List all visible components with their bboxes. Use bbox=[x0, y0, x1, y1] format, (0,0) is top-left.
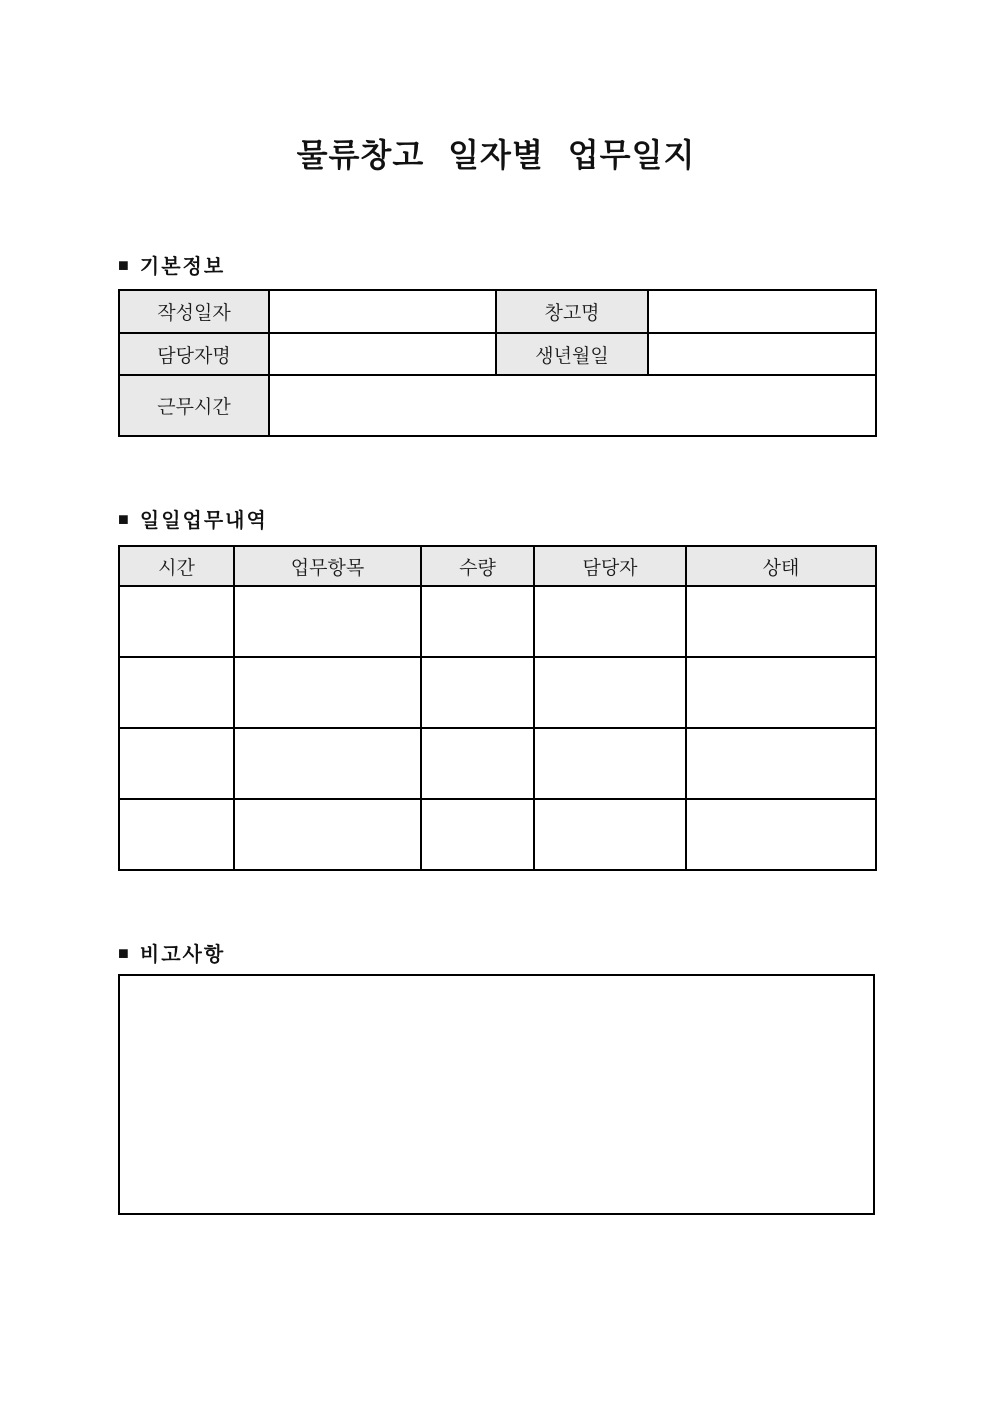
basic-info-value-birth-date[interactable] bbox=[648, 333, 876, 375]
basic-info-value-write-date[interactable] bbox=[269, 290, 496, 333]
section-bullet-icon: ■ bbox=[118, 508, 129, 529]
section-heading-label: 비고사항 bbox=[139, 944, 226, 966]
task-cell-task-item[interactable] bbox=[234, 799, 421, 870]
task-cell-status[interactable] bbox=[686, 728, 876, 799]
task-cell-person[interactable] bbox=[534, 799, 686, 870]
basic-info-label-work-hours: 근무시간 bbox=[119, 375, 269, 436]
task-cell-quantity[interactable] bbox=[421, 586, 534, 657]
section-bullet-icon: ■ bbox=[118, 942, 129, 963]
basic-info-label-birth-date: 생년월일 bbox=[496, 333, 648, 375]
table-row bbox=[119, 290, 876, 333]
task-cell-task-item[interactable] bbox=[234, 657, 421, 728]
basic-info-value-manager-name[interactable] bbox=[269, 333, 496, 375]
task-cell-quantity[interactable] bbox=[421, 799, 534, 870]
table-row bbox=[119, 799, 876, 870]
section-bullet-icon: ■ bbox=[118, 254, 129, 275]
basic-info-label-write-date: 작성일자 bbox=[119, 290, 269, 333]
section-heading-daily-tasks bbox=[118, 504, 268, 533]
task-cell-quantity[interactable] bbox=[421, 657, 534, 728]
task-cell-time[interactable] bbox=[119, 586, 234, 657]
task-cell-task-item[interactable] bbox=[234, 586, 421, 657]
task-cell-status[interactable] bbox=[686, 799, 876, 870]
table-row bbox=[119, 586, 876, 657]
section-heading-label: 일일업무내역 bbox=[139, 510, 268, 532]
task-cell-person[interactable] bbox=[534, 657, 686, 728]
column-header-quantity: 수량 bbox=[421, 546, 534, 586]
table-row bbox=[119, 375, 876, 436]
daily-tasks-table bbox=[118, 545, 877, 871]
column-header-task-item: 업무항목 bbox=[234, 546, 421, 586]
section-heading-label: 기본정보 bbox=[139, 256, 226, 278]
basic-info-value-work-hours[interactable] bbox=[269, 375, 876, 436]
basic-info-label-warehouse-name: 창고명 bbox=[496, 290, 648, 333]
task-cell-task-item[interactable] bbox=[234, 728, 421, 799]
task-cell-time[interactable] bbox=[119, 799, 234, 870]
task-cell-person[interactable] bbox=[534, 728, 686, 799]
remarks-box[interactable] bbox=[118, 974, 875, 1215]
section-heading-remarks bbox=[118, 938, 225, 967]
task-cell-person[interactable] bbox=[534, 586, 686, 657]
task-cell-status[interactable] bbox=[686, 586, 876, 657]
task-cell-status[interactable] bbox=[686, 657, 876, 728]
table-row bbox=[119, 333, 876, 375]
column-header-time: 시간 bbox=[119, 546, 234, 586]
basic-info-value-warehouse-name[interactable] bbox=[648, 290, 876, 333]
basic-info-label-manager-name: 담당자명 bbox=[119, 333, 269, 375]
table-row bbox=[119, 657, 876, 728]
column-header-status: 상태 bbox=[686, 546, 876, 586]
task-cell-time[interactable] bbox=[119, 657, 234, 728]
table-row bbox=[119, 728, 876, 799]
page-title: 물류창고 일자별 업무일지 bbox=[296, 137, 696, 173]
section-heading-basic-info bbox=[118, 250, 225, 279]
table-header-row bbox=[119, 546, 876, 586]
task-cell-quantity[interactable] bbox=[421, 728, 534, 799]
task-cell-time[interactable] bbox=[119, 728, 234, 799]
column-header-person: 담당자 bbox=[534, 546, 686, 586]
basic-info-table bbox=[118, 289, 877, 437]
